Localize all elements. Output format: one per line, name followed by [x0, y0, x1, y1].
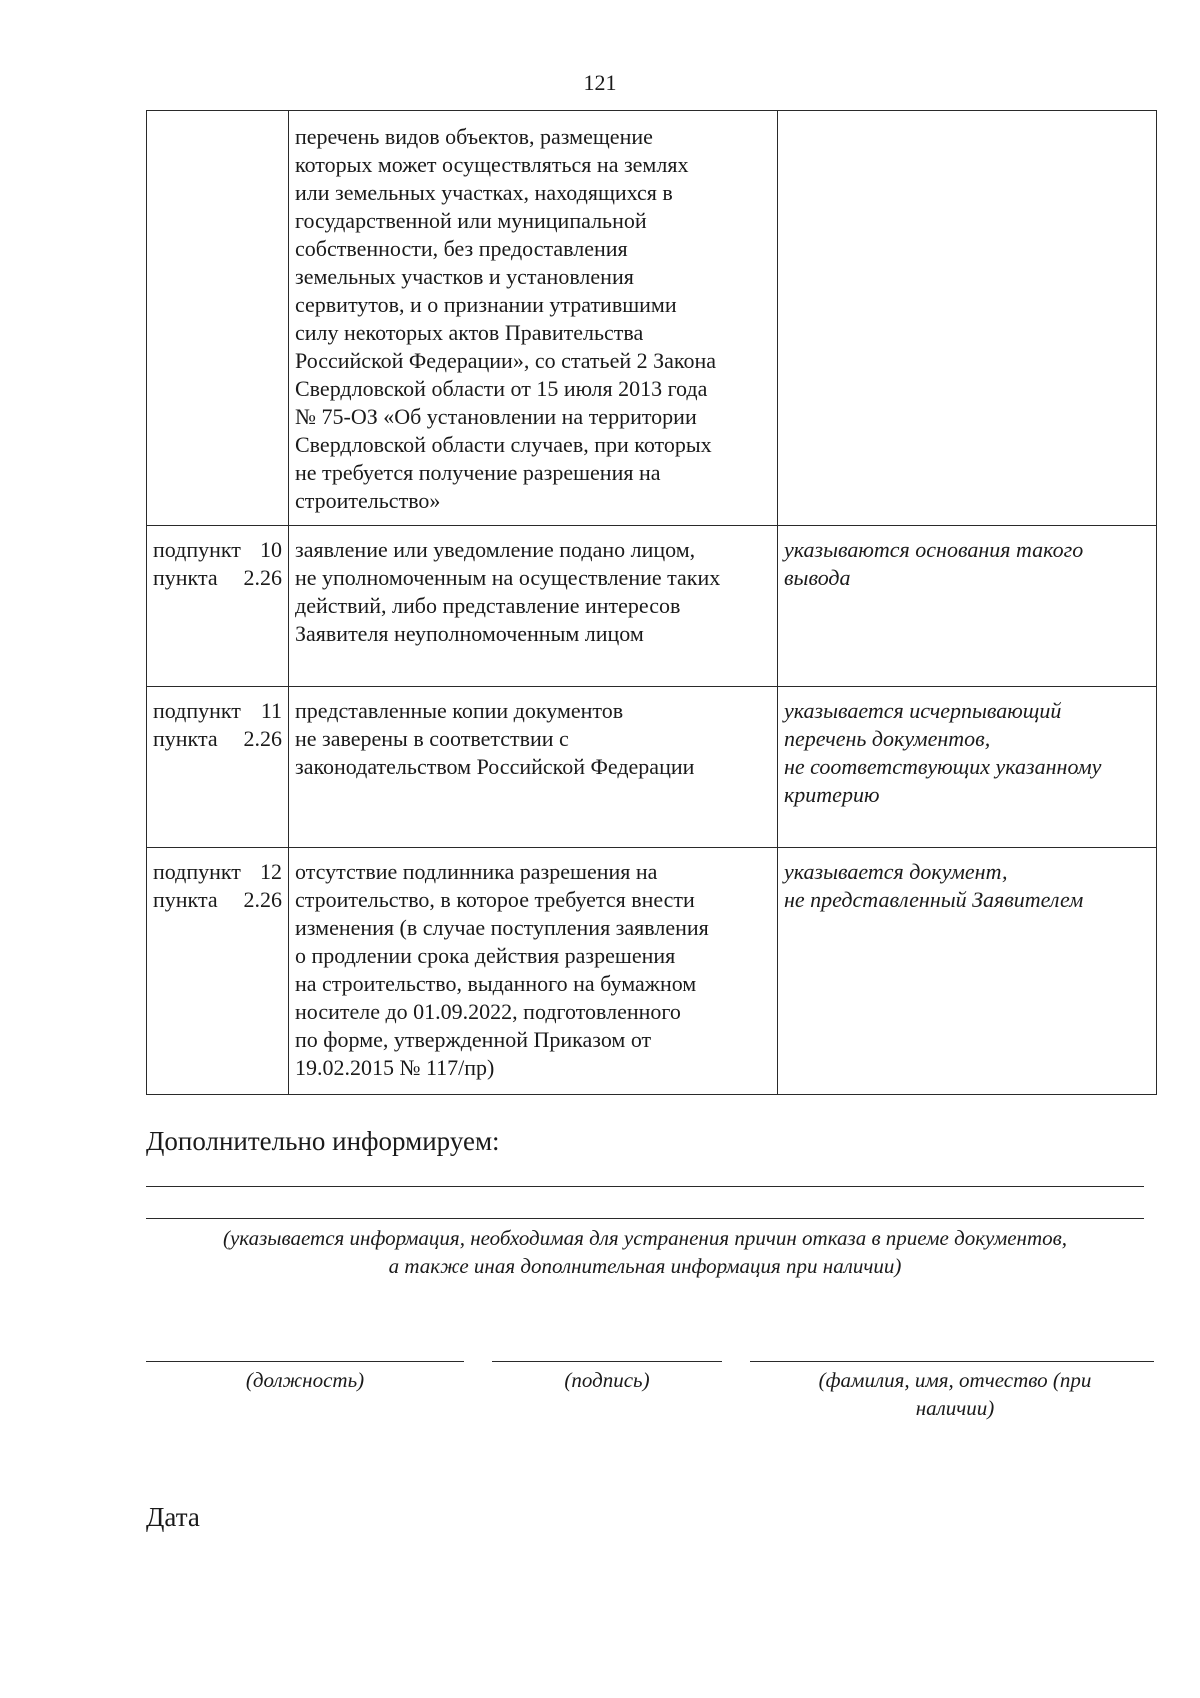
reference-line-1: подпункт 10 — [153, 537, 282, 562]
reference-line-2: пункта 2.26 — [153, 887, 282, 912]
reason-cell: представленные копии документов не заверены в соответствии с законодательством Российской Федерации — [289, 687, 778, 848]
additional-info-hint: (указывается информация, необходимая для устранения причин отказа в приеме документов, а также иная дополнительная информация при наличии) — [222, 1226, 1067, 1278]
full-name-caption: (фамилия, имя, отчество (при наличии) — [818, 1368, 1092, 1420]
reference-cell — [147, 848, 289, 1095]
table-row — [147, 848, 1157, 1095]
fill-in-line — [146, 1186, 1144, 1187]
additional-info-heading: Дополнительно информируем: — [146, 1126, 500, 1156]
reference-line-1: подпункт 12 — [153, 859, 282, 884]
reason-cell: перечень видов объектов, размещение которых может осуществляться на землях или земельных участках, находящихся в государственной или муниципальной собственности, без предоставления земельных участков и установления сервитутов, и о признании утратившими силу некоторых актов Правительства Российской Федерации», со статьей 2 Закона Свердловской области от 15 июля 2013 года № 75-ОЗ «Об установлении на территории Свердловской области случаев, при которых не требуется получение разрешения на строительство» — [289, 111, 778, 526]
reference-line-2: пункта 2.26 — [153, 726, 282, 751]
table-row — [147, 687, 1157, 848]
reference-line-2: пункта 2.26 — [153, 565, 282, 590]
full-name-line — [750, 1361, 1154, 1362]
signature-line — [492, 1361, 722, 1362]
explanation-cell — [778, 111, 1157, 526]
refusal-grounds-table — [146, 110, 1157, 1095]
reference-cell — [147, 526, 289, 687]
table-row — [147, 111, 1157, 526]
fill-in-line — [146, 1218, 1144, 1219]
reason-cell: отсутствие подлинника разрешения на строительство, в которое требуется внести изменения (в случае поступления заявления о продлении срока действия разрешения на строительство, выданного на бумажном носителе до 01.09.2022, подготовленного по форме, утвержденной Приказом от 19.02.2015 № 117/пр) — [289, 848, 778, 1095]
reason-cell: заявление или уведомление подано лицом, не уполномоченным на осуществление таких действий, либо представление интересов Заявителя неуполномоченным лицом — [289, 526, 778, 687]
date-label: Дата — [146, 1502, 200, 1532]
table-row — [147, 526, 1157, 687]
page-number: 121 — [583, 70, 617, 95]
signature-caption: (подпись) — [564, 1368, 650, 1392]
explanation-cell: указываются основания такого вывода — [778, 526, 1157, 687]
explanation-cell: указывается документ, не представленный Заявителем — [778, 848, 1157, 1095]
reference-cell — [147, 111, 289, 526]
position-caption: (должность) — [245, 1368, 365, 1392]
explanation-cell: указывается исчерпывающий перечень документов, не соответствующих указанному критерию — [778, 687, 1157, 848]
reference-line-1: подпункт 11 — [153, 698, 282, 723]
position-line — [146, 1361, 464, 1362]
reference-cell — [147, 687, 289, 848]
